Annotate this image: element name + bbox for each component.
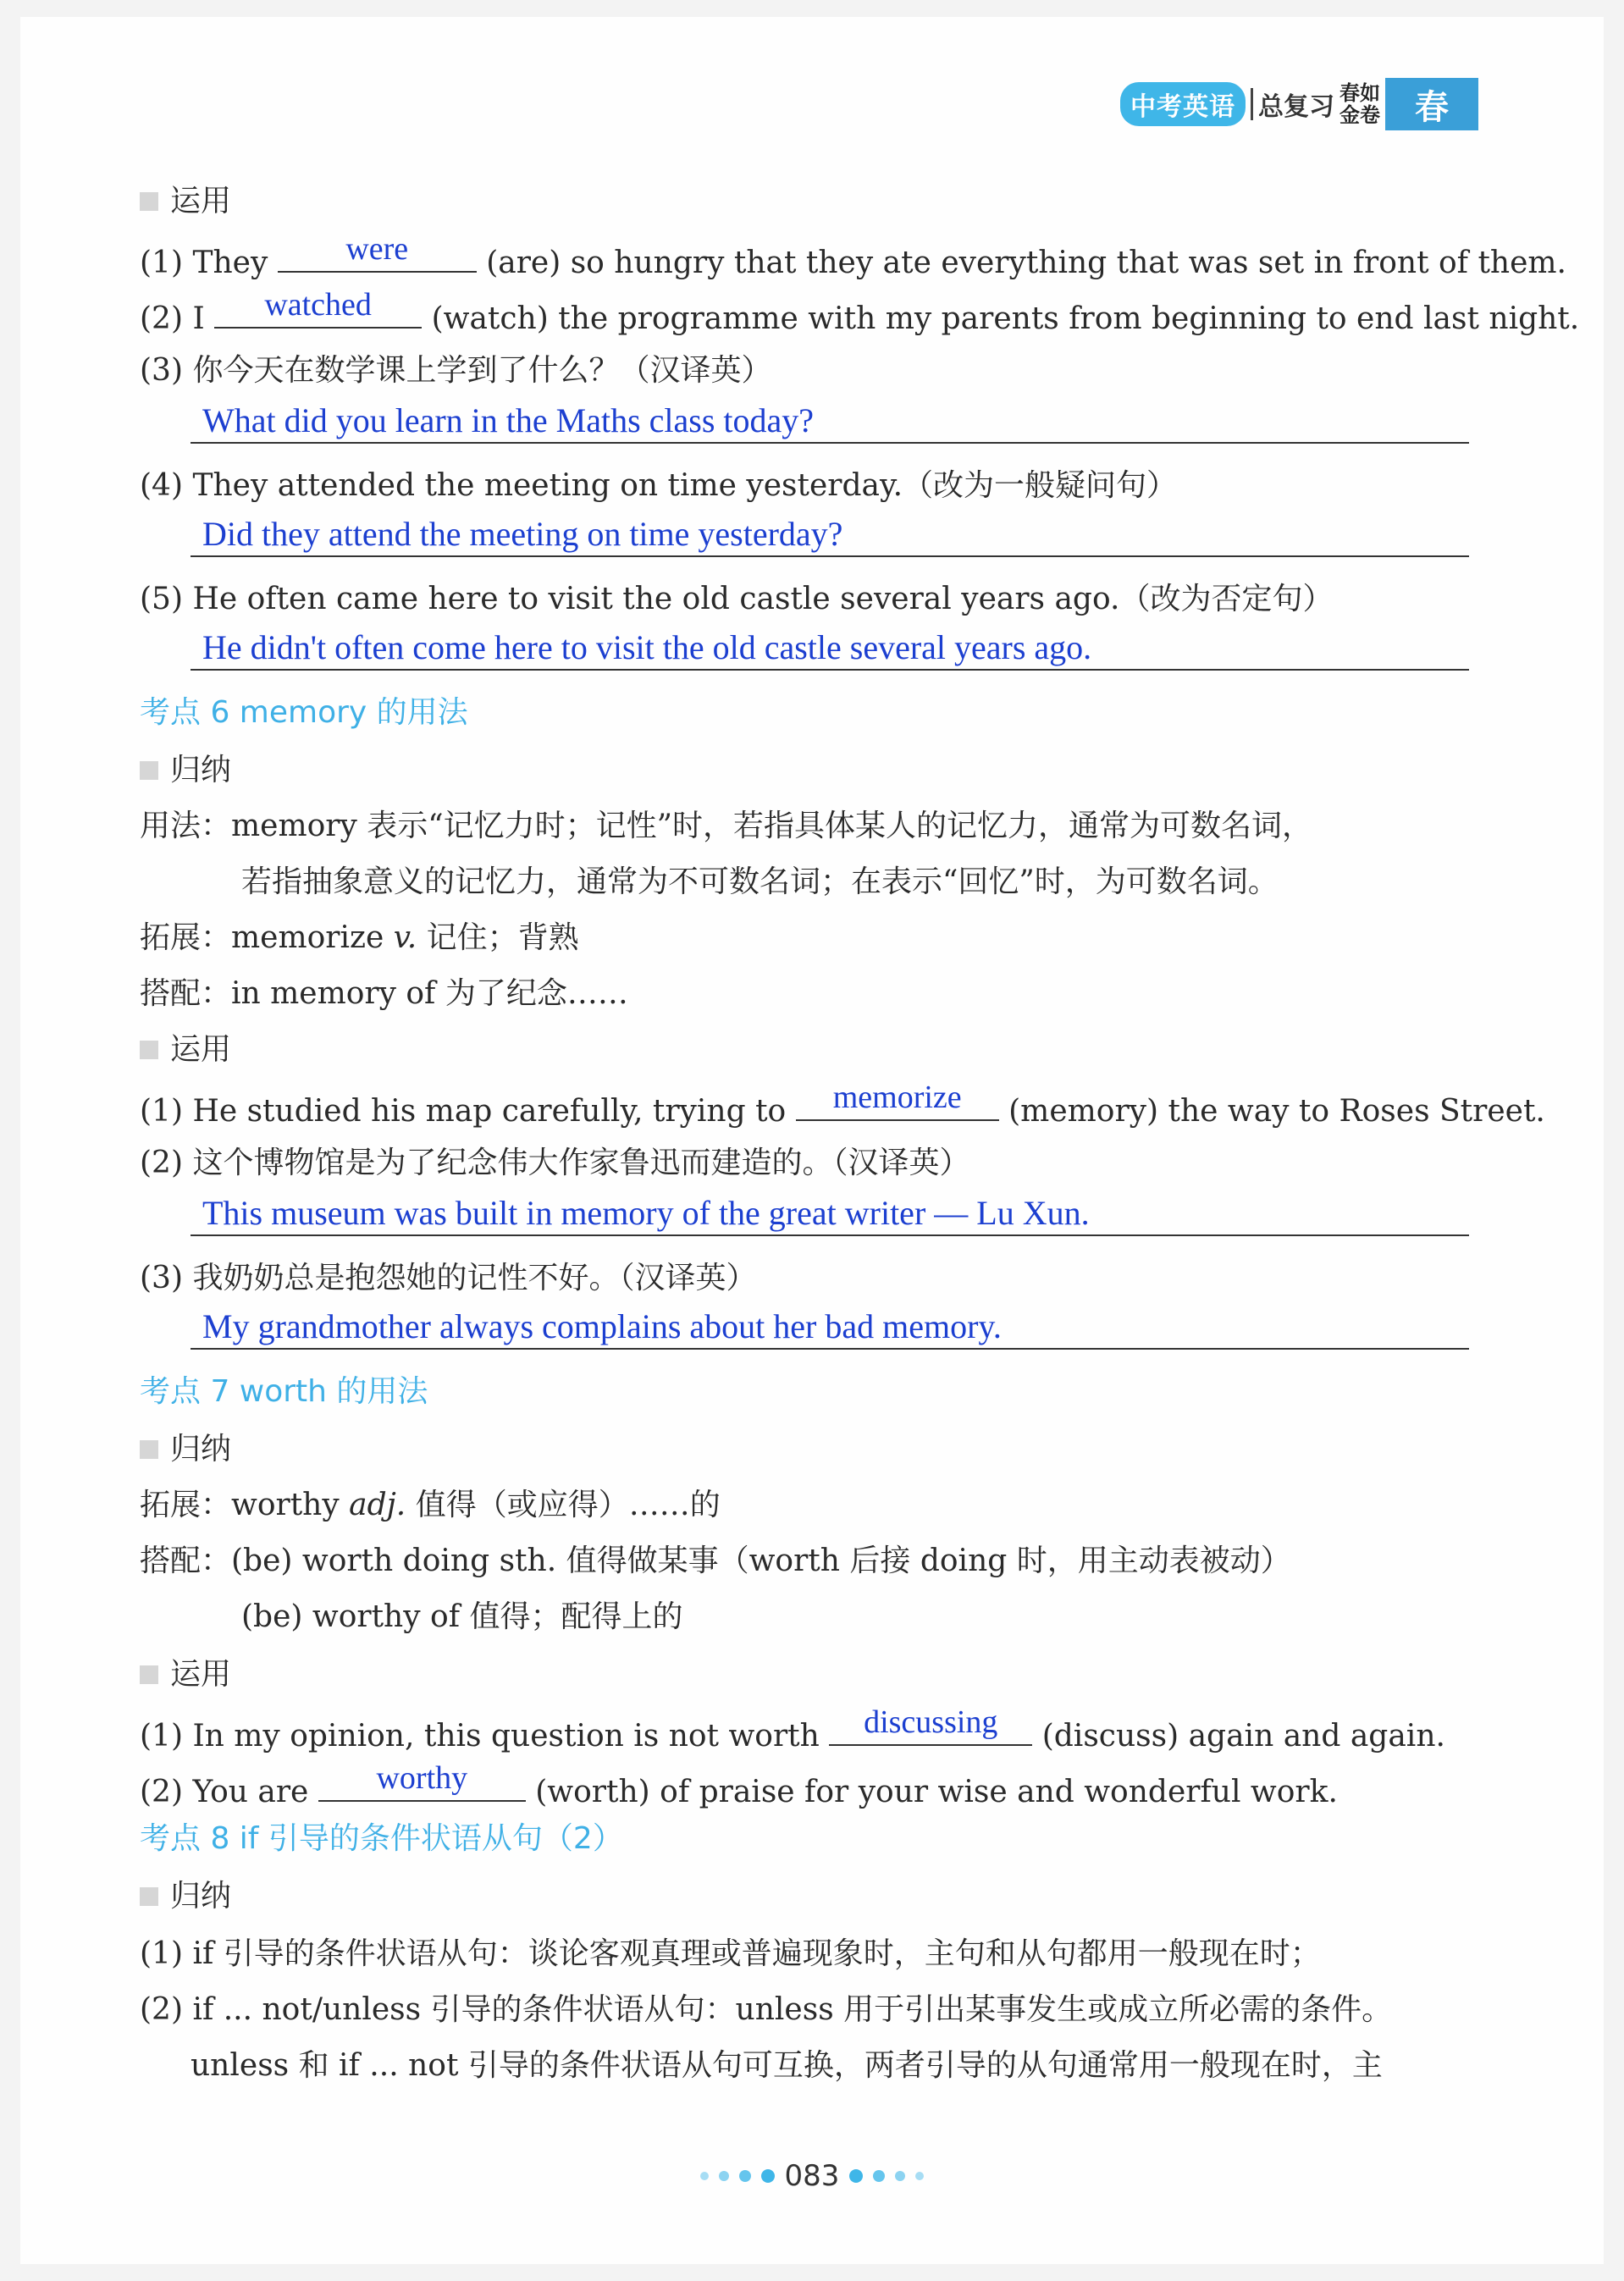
dot-icon — [895, 2171, 905, 2181]
dot-icon — [761, 2169, 775, 2183]
answer-blank[interactable] — [214, 287, 422, 329]
usage-label: 运用 — [140, 183, 231, 220]
dot-icon — [700, 2172, 709, 2180]
square-bullet-icon — [140, 1041, 158, 1059]
brand-pill: 中考英语 — [1120, 82, 1246, 126]
square-bullet-icon — [140, 761, 158, 780]
section-title-7: 考点 7 worth 的用法 — [140, 1374, 428, 1409]
answer-line[interactable] — [191, 627, 1469, 671]
exercise-5-3: (3) 你今天在数学课上学到了什么？（汉译英） — [140, 353, 772, 388]
answer-blank[interactable] — [829, 1704, 1032, 1746]
answer-line[interactable] — [191, 513, 1469, 557]
section-title-8: 考点 8 if 引导的条件状语从句（2） — [140, 1821, 623, 1856]
dot-icon — [849, 2169, 863, 2183]
filled-answer: My grandmother always complains about her bad memory. — [202, 1307, 1002, 1345]
answer-line[interactable] — [191, 1306, 1469, 1350]
brand-stack — [1340, 82, 1380, 126]
collocation-text-cont: (be) worthy of 值得；配得上的 — [241, 1599, 683, 1634]
summary-label: 归纳 — [140, 752, 231, 789]
rule-text-1: (1) if 引导的条件状语从句：谈论客观真理或普遍现象时，主句和从句都用一般现在时； — [140, 1936, 1321, 1971]
square-bullet-icon — [140, 1440, 158, 1459]
extend-text: 拓展：worthy adj. 值得（或应得）……的 — [140, 1488, 721, 1522]
square-bullet-icon — [140, 192, 158, 211]
filled-answer: were — [345, 231, 409, 267]
extend-text: 拓展：memorize v. 记住；背熟 — [140, 920, 579, 955]
header-brand — [1120, 76, 1478, 132]
dot-icon — [873, 2170, 885, 2182]
brand-logo: 春 — [1385, 78, 1478, 130]
collocation-text: 搭配：in memory of 为了纪念…… — [140, 976, 628, 1011]
brand-stack-bottom: 金卷 — [1340, 103, 1380, 127]
filled-answer: This museum was built in memory of the great writer — Lu Xun. — [202, 1194, 1090, 1232]
square-bullet-icon — [140, 1665, 158, 1684]
rule-text-2: (2) if ... not/unless 引导的条件状语从句：unless 用于引出某事发生或成立所必需的条件。 — [140, 1992, 1393, 2027]
filled-answer: worthy — [376, 1760, 468, 1796]
answer-line[interactable] — [191, 1192, 1469, 1236]
usage-text-cont: 若指抽象意义的记忆力，通常为不可数名词；在表示“回忆”时，为可数名词。 — [241, 864, 1279, 899]
dot-icon — [739, 2170, 751, 2182]
rule-text-3: unless 和 if ... not 引导的条件状语从句可互换，两者引导的从句通常用一般现在时，主 — [191, 2048, 1383, 2083]
usage-label: 运用 — [140, 1656, 231, 1693]
exercise-5-4: (4) They attended the meeting on time yesterday.（改为一般疑问句） — [140, 468, 1178, 503]
usage-label: 运用 — [140, 1031, 231, 1069]
brand-stack-top: 春如 — [1340, 81, 1380, 105]
dot-icon — [719, 2171, 729, 2181]
exercise-7-1: (1) In my opinion, this question is not worth discussing (discuss) again and again. — [140, 1704, 1445, 1754]
brand-divider — [1251, 88, 1253, 120]
exercise-6-3: (3) 我奶奶总是抱怨她的记性不好。（汉译英） — [140, 1261, 757, 1295]
filled-answer: What did you learn in the Maths class today? — [202, 401, 815, 439]
summary-label: 归纳 — [140, 1431, 231, 1468]
answer-line[interactable] — [191, 400, 1469, 444]
exercise-5-5: (5) He often came here to visit the old castle several years ago.（改为否定句） — [140, 582, 1334, 616]
exercise-6-2: (2) 这个博物馆是为了纪念伟大作家鲁迅而建造的。（汉译英） — [140, 1146, 970, 1180]
page-number — [0, 2159, 1624, 2193]
filled-answer: Did they attend the meeting on time yesterday? — [202, 515, 843, 553]
page-number-text: 083 — [784, 2159, 840, 2193]
dot-icon — [915, 2172, 924, 2180]
answer-blank[interactable] — [278, 231, 477, 273]
filled-answer: memorize — [832, 1080, 962, 1115]
summary-label: 归纳 — [140, 1878, 231, 1915]
collocation-text: 搭配：(be) worth doing sth. 值得做某事（worth 后接 doing 时，用主动表被动） — [140, 1544, 1291, 1578]
exercise-5-2: (2) I watched (watch) the programme with my parents from beginning to end last night. — [140, 287, 1580, 336]
exercise-6-1: (1) He studied his map carefully, trying to memorize (memory) the way to Roses Street. — [140, 1080, 1545, 1129]
brand-title: 总复习 — [1258, 92, 1334, 122]
section-title-6: 考点 6 memory 的用法 — [140, 695, 468, 730]
answer-blank[interactable] — [318, 1760, 526, 1802]
answer-blank[interactable] — [796, 1080, 999, 1121]
square-bullet-icon — [140, 1887, 158, 1906]
exercise-5-1: (1) They were (are) so hungry that they ate everything that was set in front of them. — [140, 231, 1566, 280]
filled-answer: watched — [264, 287, 372, 323]
filled-answer: He didn't often come here to visit the old castle several years ago. — [202, 628, 1092, 666]
usage-text: 用法：memory 表示“记忆力时；记性”时，若指具体某人的记忆力，通常为可数名词， — [140, 809, 1313, 843]
exercise-7-2: (2) You are worthy (worth) of praise for your wise and wonderful work. — [140, 1760, 1338, 1809]
filled-answer: discussing — [864, 1704, 998, 1740]
